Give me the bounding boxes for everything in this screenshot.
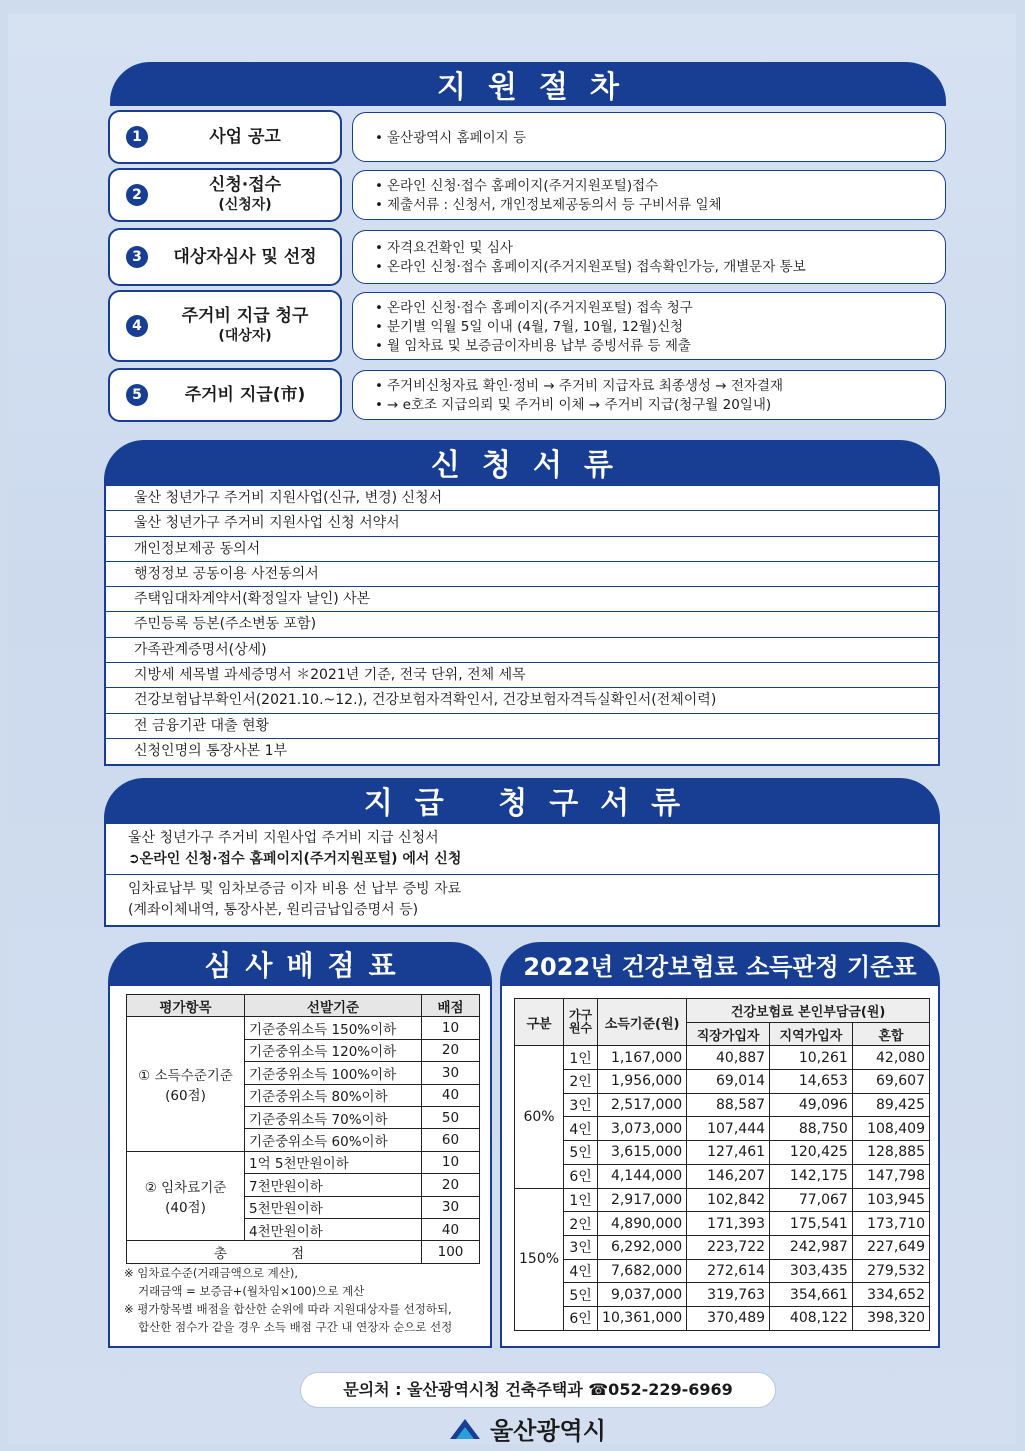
step-detail-item: • 자격요건확인 및 심사: [375, 239, 931, 258]
score-criteria: 기준중위소득 120%이하: [245, 1039, 422, 1061]
claim-online-link[interactable]: ➲온라인 신청·접수 홈페이지(주거지원포털) 에서 신청: [128, 851, 462, 867]
claim-cell-proof: [106, 874, 938, 925]
score-panel: [108, 986, 492, 1348]
step-number-badge: 1: [126, 126, 148, 148]
income-criteria: 2,517,000: [598, 1093, 687, 1117]
score-header-criteria: 선발기준: [245, 995, 422, 1017]
income-premium-mixed: 279,532: [852, 1259, 929, 1283]
income-household: 3인: [564, 1093, 598, 1117]
procedure-step: [108, 290, 946, 362]
income-premium-region: 242,987: [770, 1235, 853, 1259]
score-banner: [108, 942, 492, 986]
score-group-name: ② 임차료기준: [144, 1180, 227, 1197]
income-banner: [500, 942, 940, 986]
claim-cell-form: [106, 824, 938, 874]
score-note: ※ 평가항목별 배점을 합산한 순위에 따라 지원대상자를 선정하되,: [124, 1302, 452, 1316]
document-row: 가족관계증명서(상세): [106, 638, 938, 663]
income-row: [515, 1283, 930, 1307]
procedure-step: [108, 110, 946, 164]
step-detail-box: [352, 230, 946, 284]
step-title-text: 대상자심사 및 선정: [173, 247, 317, 267]
score-criteria: 기준중위소득 100%이하: [245, 1062, 422, 1084]
step-title: [150, 385, 340, 405]
step-label-box: [108, 168, 342, 222]
step-detail-item: • 울산광역시 홈페이지 등: [375, 129, 931, 148]
income-row: [515, 1235, 930, 1259]
income-premium-mixed: 108,409: [852, 1117, 929, 1141]
score-value: 20: [422, 1174, 480, 1196]
income-criteria: 9,037,000: [598, 1283, 687, 1307]
step-label-box: [108, 368, 342, 422]
income-criteria: 6,292,000: [598, 1235, 687, 1259]
document-row: 개인정보제공 동의서: [106, 537, 938, 562]
step-title-text: 주거비 지급(市): [184, 385, 306, 405]
income-row: [515, 1046, 930, 1070]
document-row: 전 금융기관 대출 현황: [106, 714, 938, 739]
income-premium-mixed: 69,607: [852, 1070, 929, 1094]
document-row: 울산 청년가구 주거비 지원사업 신청 서약서: [106, 511, 938, 536]
income-household: 2인: [564, 1212, 598, 1236]
income-premium-work: 146,207: [687, 1164, 770, 1188]
income-household: 2인: [564, 1070, 598, 1094]
step-title-text: 주거비 지급 청구: [181, 306, 309, 326]
step-detail-item: • 주거비신청자료 확인·정비 → 주거비 지급자료 최종생성 → 전자결재: [375, 377, 931, 396]
income-premium-work: 272,614: [687, 1259, 770, 1283]
ulsan-logo-icon: [448, 1415, 482, 1441]
income-criteria: 10,361,000: [598, 1306, 687, 1330]
claim-box: [104, 822, 940, 927]
document-row: 건강보험납부확인서(2021.10.~12.), 건강보험자격확인서, 건강보험자격득실확인서(전체이력): [106, 688, 938, 713]
step-number-badge: 4: [126, 315, 148, 337]
procedure-step: [108, 368, 946, 422]
step-detail-item: • 온라인 신청·접수 홈페이지(주거지원포털)접수: [375, 177, 931, 196]
document-row: 행정정보 공동이용 사전동의서: [106, 562, 938, 587]
score-value: 10: [422, 1151, 480, 1173]
step-detail-item: • → e호조 지급의뢰 및 주거비 이체 → 주거비 지급(청구월 20일내): [375, 396, 931, 415]
step-detail-item: • 온라인 신청·접수 홈페이지(주거지원포털) 접속 청구: [375, 299, 931, 318]
score-value: 30: [422, 1062, 480, 1084]
score-value: 10: [422, 1017, 480, 1039]
score-value: 40: [422, 1084, 480, 1106]
income-household: 4인: [564, 1259, 598, 1283]
step-label-box: [108, 110, 342, 164]
document-row: 지방세 세목별 과세증명서 ＊2021년 기준, 전국 단위, 전체 세목: [106, 663, 938, 688]
income-household: 6인: [564, 1306, 598, 1330]
income-premium-mixed: 103,945: [852, 1188, 929, 1212]
city-logo-text: 울산광역시: [490, 1416, 606, 1445]
score-value: 50: [422, 1106, 480, 1128]
income-row: [515, 1259, 930, 1283]
step-detail-item: • 온라인 신청·접수 홈페이지(주거지원포털) 접속확인가능, 개별문자 통보: [375, 258, 931, 277]
score-note: 합산한 점수가 같을 경우 소득 배점 구간 내 연장자 순으로 선정: [138, 1320, 453, 1334]
income-premium-mixed: 147,798: [852, 1164, 929, 1188]
contact-info: 문의처 : 울산광역시청 건축주택과 ☎052-229-6969: [300, 1372, 776, 1408]
step-title-text: 사업 공고: [209, 127, 281, 147]
income-premium-work: 223,722: [687, 1235, 770, 1259]
income-premium-work: 319,763: [687, 1283, 770, 1307]
income-header-work: 직장가입자: [687, 1022, 770, 1046]
step-detail-box: [352, 370, 946, 420]
income-criteria: 1,956,000: [598, 1070, 687, 1094]
income-premium-region: 77,067: [770, 1188, 853, 1212]
income-header-income: 소득기준(원): [598, 999, 687, 1046]
step-detail-box: [352, 170, 946, 220]
income-premium-work: 127,461: [687, 1141, 770, 1165]
documents-list: [104, 484, 940, 766]
income-criteria: 3,073,000: [598, 1117, 687, 1141]
income-header-premium: 건강보험료 본인부담금(원): [687, 999, 930, 1023]
income-premium-region: 354,661: [770, 1283, 853, 1307]
step-label-box: [108, 290, 342, 362]
income-criteria: 3,615,000: [598, 1141, 687, 1165]
income-premium-mixed: 227,649: [852, 1235, 929, 1259]
documents-banner: [104, 440, 940, 484]
income-group-label: 60%: [515, 1046, 564, 1188]
score-value: 60: [422, 1129, 480, 1151]
procedure-title: 지원절차: [437, 70, 641, 105]
score-criteria: 기준중위소득 80%이하: [245, 1084, 422, 1106]
income-premium-work: 171,393: [687, 1212, 770, 1236]
income-premium-region: 49,096: [770, 1093, 853, 1117]
income-row: [515, 1164, 930, 1188]
step-subtitle: (신청자): [218, 197, 272, 213]
score-group-label: [127, 1151, 245, 1241]
income-premium-work: 102,842: [687, 1188, 770, 1212]
income-table: [514, 998, 930, 1331]
income-header-region: 지역가입자: [770, 1022, 853, 1046]
score-notes: [124, 1264, 452, 1336]
document-row: 주민등록 등본(주소변동 포함): [106, 612, 938, 637]
income-premium-region: 175,541: [770, 1212, 853, 1236]
score-group-points: (60점): [165, 1088, 206, 1105]
income-household: 5인: [564, 1283, 598, 1307]
income-premium-region: 142,175: [770, 1164, 853, 1188]
score-criteria: 5천만원이하: [245, 1196, 422, 1218]
score-criteria: 4천만원이하: [245, 1218, 422, 1240]
step-detail-box: [352, 292, 946, 360]
score-note: ※ 임차료수준(거래금액으로 계산),: [124, 1266, 298, 1280]
income-household: 5인: [564, 1141, 598, 1165]
income-criteria: 2,917,000: [598, 1188, 687, 1212]
score-row: [127, 1151, 480, 1173]
score-criteria: 7천만원이하: [245, 1174, 422, 1196]
claim-proof-text: 임차료납부 및 임차보증금 이자 비용 선 납부 증빙 자료: [128, 881, 462, 897]
score-title: 심사배점표: [204, 949, 410, 982]
income-premium-work: 40,887: [687, 1046, 770, 1070]
income-row: [515, 1188, 930, 1212]
income-row: [515, 1141, 930, 1165]
step-title: [150, 306, 340, 346]
score-row: [127, 1017, 480, 1039]
step-number-badge: 2: [126, 184, 148, 206]
income-household: 1인: [564, 1046, 598, 1070]
income-premium-region: 10,261: [770, 1046, 853, 1070]
score-total-row: [127, 1241, 480, 1263]
score-group-name: ① 소득수준기준: [138, 1068, 233, 1085]
score-total-label: 총 점: [127, 1241, 422, 1263]
procedure-step: [108, 168, 946, 222]
procedure-banner: [110, 62, 946, 106]
step-detail-box: [352, 112, 946, 162]
document-row: 주택임대차계약서(확정일자 날인) 사본: [106, 587, 938, 612]
income-premium-mixed: 89,425: [852, 1093, 929, 1117]
step-detail-item: • 월 임차료 및 보증금이자비용 납부 증빙서류 등 제출: [375, 337, 931, 356]
step-title-text: 신청·접수: [208, 175, 282, 195]
score-value: 30: [422, 1196, 480, 1218]
procedure-step: [108, 228, 946, 286]
income-criteria: 1,167,000: [598, 1046, 687, 1070]
documents-title: 신청서류: [431, 448, 635, 483]
income-criteria: 4,144,000: [598, 1164, 687, 1188]
score-criteria: 기준중위소득 60%이하: [245, 1129, 422, 1151]
claim-proof-examples: (계좌이체내역, 통장사본, 원리금납입증명서 등): [128, 902, 419, 918]
income-header-mixed: 혼합: [852, 1022, 929, 1046]
document-row: 울산 청년가구 주거비 지원사업(신규, 변경) 신청서: [106, 486, 938, 511]
income-row: [515, 1070, 930, 1094]
income-criteria: 7,682,000: [598, 1259, 687, 1283]
step-number-badge: 3: [126, 246, 148, 268]
claim-title: 지급 청구서류: [363, 786, 703, 821]
score-note: 거래금액 = 보증금+(월차임×100)으로 계산: [138, 1284, 365, 1298]
claim-form-text: 울산 청년가구 주거비 지원사업 주거비 지급 신청서: [128, 830, 439, 846]
income-header-household: 가구원수: [564, 999, 598, 1046]
score-header-item: 평가항목: [127, 995, 245, 1017]
income-household: 1인: [564, 1188, 598, 1212]
step-title: [150, 175, 340, 215]
step-title: [150, 247, 340, 267]
income-row: [515, 1212, 930, 1236]
income-household: 6인: [564, 1164, 598, 1188]
income-premium-region: 14,653: [770, 1070, 853, 1094]
income-header-type: 구분: [515, 999, 564, 1046]
income-premium-work: 88,587: [687, 1093, 770, 1117]
income-row: [515, 1117, 930, 1141]
score-criteria: 기준중위소득 150%이하: [245, 1017, 422, 1039]
score-criteria: 1억 5천만원이하: [245, 1151, 422, 1173]
income-premium-region: 88,750: [770, 1117, 853, 1141]
score-criteria: 기준중위소득 70%이하: [245, 1106, 422, 1128]
income-premium-mixed: 334,652: [852, 1283, 929, 1307]
income-criteria: 4,890,000: [598, 1212, 687, 1236]
step-detail-item: • 제출서류 : 신청서, 개인정보제공동의서 등 구비서류 일체: [375, 196, 931, 215]
score-total-value: 100: [422, 1241, 480, 1263]
income-premium-mixed: 42,080: [852, 1046, 929, 1070]
score-value: 20: [422, 1039, 480, 1061]
income-premium-region: 303,435: [770, 1259, 853, 1283]
claim-banner: [104, 778, 940, 822]
income-household: 3인: [564, 1235, 598, 1259]
step-detail-item: • 분기별 익월 5일 이내 (4월, 7월, 10월, 12월)신청: [375, 318, 931, 337]
income-premium-mixed: 128,885: [852, 1141, 929, 1165]
step-subtitle: (대상자): [218, 328, 272, 344]
income-premium-work: 370,489: [687, 1306, 770, 1330]
score-table: [126, 994, 480, 1264]
income-row: [515, 1093, 930, 1117]
income-household: 4인: [564, 1117, 598, 1141]
step-label-box: [108, 228, 342, 286]
step-number-badge: 5: [126, 384, 148, 406]
income-premium-region: 120,425: [770, 1141, 853, 1165]
income-premium-work: 69,014: [687, 1070, 770, 1094]
step-title: [150, 127, 340, 147]
score-group-label: [127, 1017, 245, 1151]
income-premium-mixed: 398,320: [852, 1306, 929, 1330]
income-premium-mixed: 173,710: [852, 1212, 929, 1236]
score-header-points: 배점: [422, 995, 480, 1017]
income-panel: [500, 986, 940, 1348]
income-group-label: 150%: [515, 1188, 564, 1330]
income-premium-region: 408,122: [770, 1306, 853, 1330]
score-group-points: (40점): [165, 1200, 206, 1217]
document-row: 신청인명의 통장사본 1부: [134, 742, 288, 759]
income-row: [515, 1306, 930, 1330]
score-value: 40: [422, 1218, 480, 1240]
income-title: 2022년 건강보험료 소득판정 기준표: [523, 952, 917, 981]
income-premium-work: 107,444: [687, 1117, 770, 1141]
city-logo: [448, 1410, 606, 1446]
